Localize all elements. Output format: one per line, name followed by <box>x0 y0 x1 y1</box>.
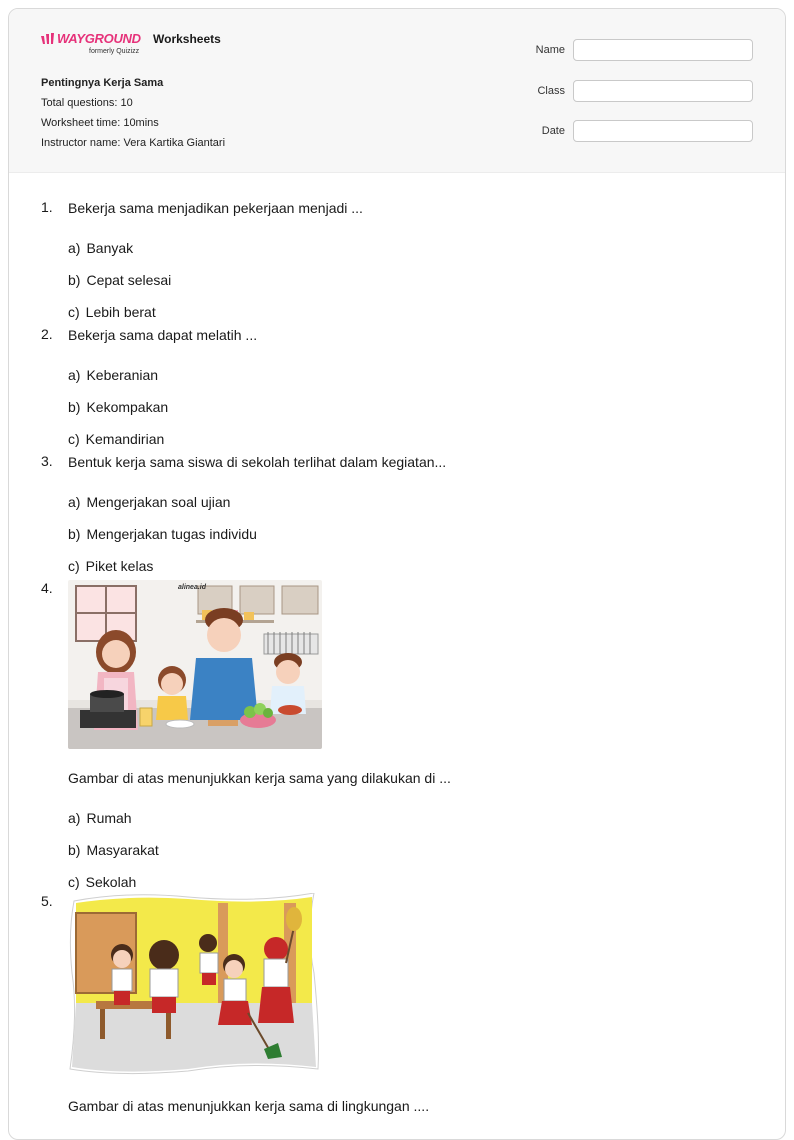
worksheet-header <box>9 9 785 173</box>
question-text: Gambar di atas menunjukkan kerja sama di lingkungan .... <box>68 1098 430 1114</box>
class-field[interactable] <box>573 80 753 102</box>
family-cooking-illustration <box>68 580 322 749</box>
question-text: Bekerja sama dapat melatih ... <box>68 327 258 343</box>
option-a[interactable]: a) Rumah <box>68 810 132 826</box>
options <box>68 366 753 462</box>
question-number: 3. <box>41 453 53 469</box>
worksheet-title: Pentingnya Kerja Sama <box>41 77 164 89</box>
question-5 <box>41 893 429 1115</box>
brand-title: Worksheets <box>153 32 221 46</box>
instructor-name: Instructor name: Vera Kartika Giantari <box>41 137 226 149</box>
question-text: Bentuk kerja sama siswa di sekolah terlihat dalam kegiatan... <box>68 454 447 470</box>
worksheet-time: Worksheet time: 10mins <box>41 117 159 129</box>
question-number: 1. <box>41 199 53 215</box>
student-fields <box>536 37 753 159</box>
class-cleaning-illustration <box>68 893 322 1077</box>
options <box>68 493 753 589</box>
logo-name: WAYGROUND <box>57 31 141 46</box>
option-a[interactable]: a) Mengerjakan soal ujian <box>68 494 231 510</box>
question-text: Gambar di atas menunjukkan kerja sama yang dilakukan di ... <box>68 770 451 786</box>
option-b[interactable]: b) Masyarakat <box>68 842 159 858</box>
question-text: Bekerja sama menjadikan pekerjaan menjadi ... <box>68 200 363 216</box>
worksheet-meta <box>41 73 225 153</box>
brand <box>41 31 221 59</box>
question-2 <box>41 326 753 462</box>
date-field[interactable] <box>573 120 753 142</box>
name-field[interactable] <box>573 39 753 61</box>
option-b[interactable]: b) Kekompakan <box>68 399 169 415</box>
option-b[interactable]: b) Mengerjakan tugas individu <box>68 526 257 542</box>
image-watermark: alinea.id <box>178 584 207 591</box>
option-c[interactable]: c) Lebih berat <box>68 304 156 320</box>
option-c[interactable]: c) Piket kelas <box>68 558 154 574</box>
class-row <box>536 78 753 104</box>
options <box>68 809 753 905</box>
wayground-logo <box>41 31 145 59</box>
date-row <box>536 118 753 144</box>
total-questions: Total questions: 10 <box>41 97 133 109</box>
option-c[interactable]: c) Kemandirian <box>68 431 165 447</box>
question-number: 2. <box>41 326 53 342</box>
question-number: 4. <box>41 580 53 596</box>
options <box>68 239 753 335</box>
question-3 <box>41 453 753 589</box>
question-1 <box>41 199 753 335</box>
option-c[interactable]: c) Sekolah <box>68 874 137 890</box>
question-4 <box>41 580 753 905</box>
logo-mark-icon <box>41 33 57 45</box>
name-row <box>536 37 753 63</box>
logo-subtitle: formerly Quizizz <box>89 48 140 55</box>
option-a[interactable]: a) Banyak <box>68 240 134 256</box>
option-a[interactable]: a) Keberanian <box>68 367 159 383</box>
name-label: Name <box>535 44 565 56</box>
question-number: 5. <box>41 893 53 909</box>
class-label: Class <box>537 84 565 97</box>
date-label: Date <box>541 125 565 137</box>
option-b[interactable]: b) Cepat selesai <box>68 272 172 288</box>
worksheet-page <box>8 8 786 1140</box>
